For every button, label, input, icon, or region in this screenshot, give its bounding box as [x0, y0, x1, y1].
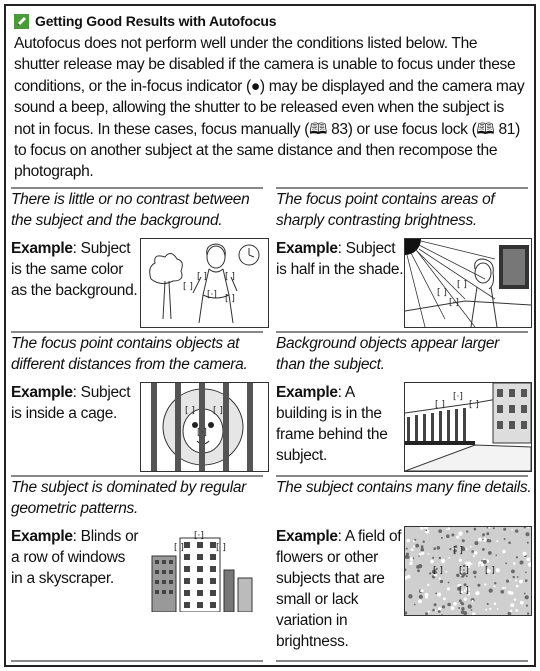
svg-text:[ ]: [ ]: [225, 272, 235, 282]
intro-paragraph: Autofocus does not perform well under the conditions listed below. The shutter release may be disabled if the camera is unable to focus under these conditions, or the in-focus indicator (●) may be displayed and the camera may sound a beep, allowing the shutter to be released even when the subject is not in focus. In these cases, focus manually (🕮 83) or use focus lock (🕮 81) to focus on another subject at the same distance and then recompose the photograph.: [14, 35, 525, 181]
divider: [276, 660, 528, 662]
svg-text:[ ]: [ ]: [459, 586, 469, 596]
divider: [11, 187, 263, 189]
example-text: Example: Blinds or a row of windows in a skyscraper.: [11, 528, 139, 587]
example-text: Example: A building is in the frame behind the subject.: [276, 384, 388, 464]
svg-text:[ ]: [ ]: [437, 288, 447, 298]
divider: [276, 187, 528, 189]
svg-text:[·]: [·]: [453, 392, 463, 402]
example-text: Example: Subject is half in the shade.: [276, 240, 404, 278]
svg-text:[ ]: [ ]: [457, 280, 467, 290]
condition-text: The subject is dominated by regular geometric patterns.: [11, 479, 247, 517]
svg-text:[ ]: [ ]: [485, 566, 495, 576]
svg-text:[·]: [·]: [449, 298, 459, 308]
condition-text: The subject contains many fine details.: [276, 479, 532, 496]
illustration-flower-field: [404, 526, 532, 616]
svg-text:[ ]: [ ]: [174, 543, 184, 553]
note-header: [14, 13, 276, 29]
svg-text:[ ]: [ ]: [216, 543, 226, 553]
divider: [11, 475, 263, 477]
svg-text:[ ]: [ ]: [433, 566, 443, 576]
example-text: Example: Subject is inside a cage.: [11, 384, 131, 422]
divider: [276, 331, 528, 333]
condition-text: Background objects appear larger than the subject.: [276, 335, 500, 373]
illustration-same-color: [140, 238, 269, 328]
condition-text: The focus point contains areas of sharply contrasting brightness.: [276, 191, 495, 229]
note-title: Getting Good Results with Autofocus: [35, 13, 277, 29]
illustration-half-shade: [404, 238, 532, 328]
condition-text: The focus point contains objects at different distances from the camera.: [11, 335, 248, 373]
divider: [276, 475, 528, 477]
condition-text: There is little or no contrast between the subject and the background.: [11, 191, 250, 229]
svg-text:[·]: [·]: [194, 531, 204, 541]
svg-text:[ ]: [ ]: [183, 282, 193, 292]
svg-text:[·]: [·]: [207, 290, 217, 300]
svg-text:[·]: [·]: [459, 566, 469, 576]
svg-text:[ ]: [ ]: [213, 406, 223, 416]
example-text: Example: Subject is the same color as the background.: [11, 240, 138, 299]
illustration-skyscraper: [144, 530, 268, 612]
svg-text:[ ]: [ ]: [185, 406, 195, 416]
note-box: [4, 4, 536, 667]
svg-text:[ ]: [ ]: [435, 400, 445, 410]
illustration-building: [404, 382, 532, 472]
svg-text:[ ]: [ ]: [225, 294, 235, 304]
svg-text:[ ]: [ ]: [453, 546, 463, 556]
divider: [11, 660, 263, 662]
svg-text:[ ]: [ ]: [469, 400, 479, 410]
example-text: Example: A field of flowers or other subjects that are small or lack variation in brightness.: [276, 528, 402, 650]
svg-text:[·]: [·]: [197, 428, 207, 438]
svg-text:[ ]: [ ]: [197, 272, 207, 282]
divider: [11, 331, 263, 333]
illustration-cage: [140, 382, 269, 472]
pencil-note-icon: [14, 14, 29, 29]
